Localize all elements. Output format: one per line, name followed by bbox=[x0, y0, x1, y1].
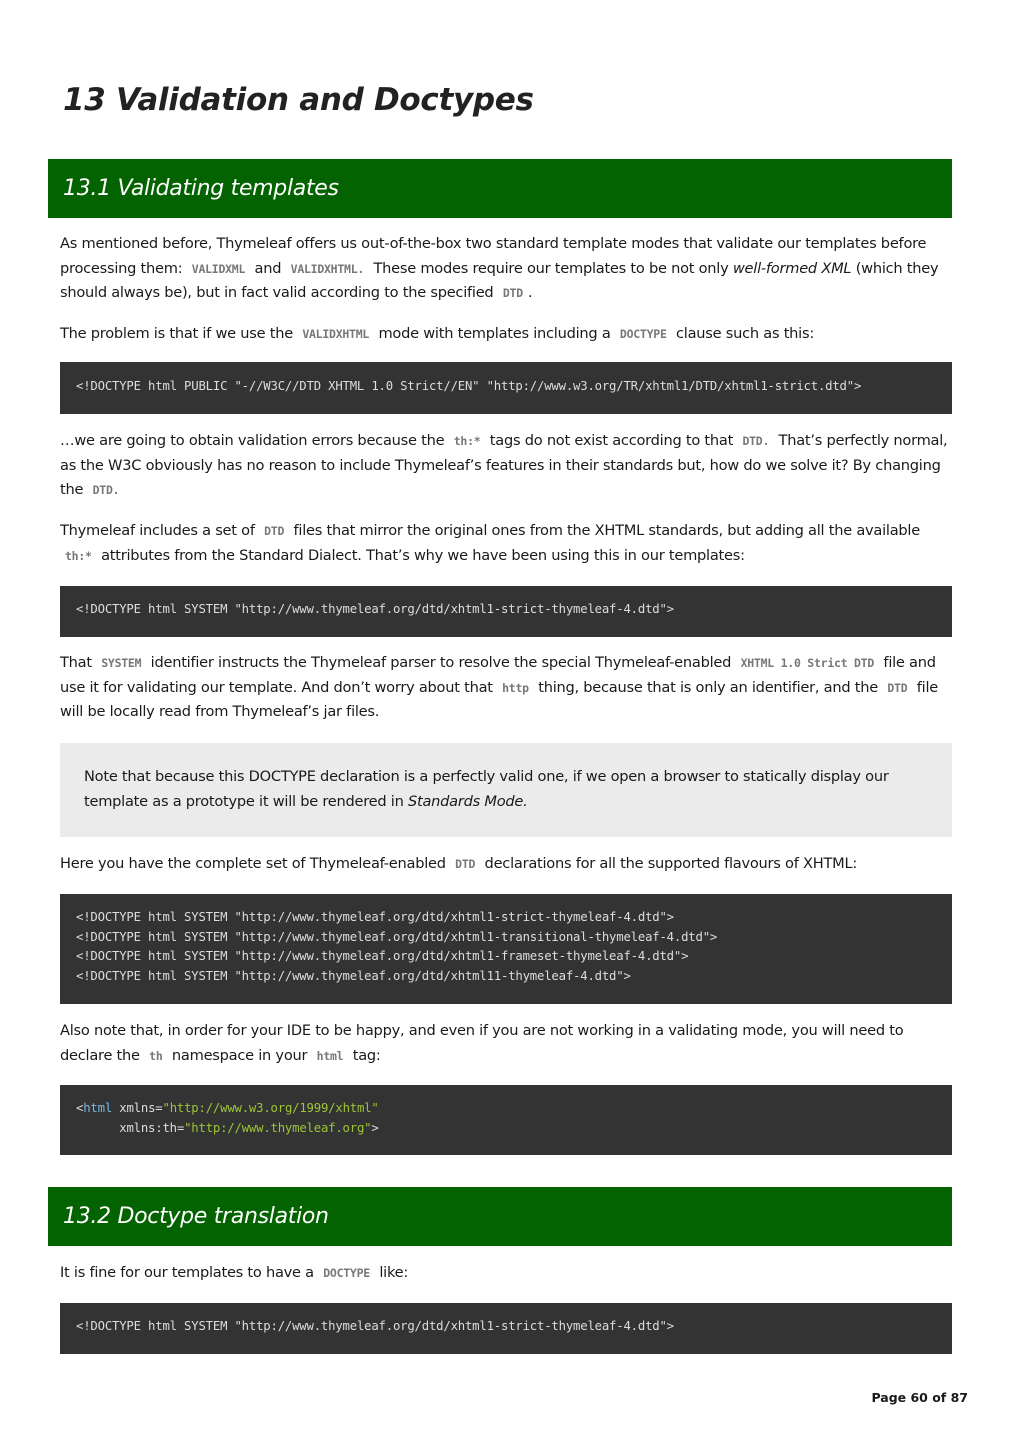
inline-code: DTD. bbox=[742, 434, 770, 448]
text-run: Note that because this DOCTYPE declaration is a perfectly valid one, if we open a browser to statically display our template as a prototype it will be rendered in bbox=[84, 768, 889, 810]
section-header bbox=[48, 1187, 952, 1246]
text-run: …we are going to obtain validation errors because the bbox=[60, 432, 449, 449]
page-number: Page 60 of 87 bbox=[871, 1390, 968, 1405]
paragraph bbox=[84, 765, 928, 814]
text-run: file will be locally read from Thymeleaf’s jar files. bbox=[60, 678, 938, 720]
text-run: Also note that, in order for your IDE to be happy, and even if you are not working in a validating mode, you will need to declare the bbox=[60, 1022, 904, 1064]
paragraph bbox=[60, 519, 952, 568]
code-line: <!DOCTYPE html SYSTEM "http://www.thymeleaf.org/dtd/xhtml1-strict-thymeleaf-4.dtd"> bbox=[76, 602, 674, 616]
paragraph bbox=[60, 232, 952, 306]
code-block bbox=[60, 894, 952, 1004]
code-line: <!DOCTYPE html PUBLIC "-//W3C//DTD XHTML 1.0 Strict//EN" "http://www.w3.org/TR/xhtml1/DTD/xhtml1-strict.dtd"> bbox=[76, 379, 862, 393]
inline-code: html bbox=[316, 1048, 344, 1063]
text-run: identifier instructs the Thymeleaf parser to resolve the special Thymeleaf-enabled bbox=[146, 654, 736, 671]
code-block bbox=[60, 1303, 952, 1354]
inline-code: DTD. bbox=[92, 483, 120, 497]
text-run: It is fine for our templates to have a bbox=[60, 1264, 319, 1281]
text-run: and bbox=[250, 259, 286, 277]
text-run: file and use it for validating our template. And don’t worry about that bbox=[60, 654, 936, 696]
text-run: Here you have the complete set of Thymeleaf-enabled bbox=[60, 855, 451, 872]
inline-code: DOCTYPE bbox=[619, 327, 667, 341]
inline-code: VALIDXHTML. bbox=[290, 261, 365, 276]
section-header bbox=[48, 159, 952, 218]
text-run: thing, because that is only an identifier, and the bbox=[533, 678, 883, 696]
paragraph bbox=[60, 651, 952, 725]
inline-code: th:* bbox=[453, 434, 481, 448]
text-run: Thymeleaf includes a set of bbox=[60, 522, 260, 539]
inline-code: DTD bbox=[264, 524, 285, 538]
inline-code: DOCTYPE bbox=[323, 1266, 370, 1280]
code-token bbox=[76, 1121, 119, 1135]
code-token: xmlns:th= bbox=[119, 1120, 185, 1135]
code-token: > bbox=[371, 1120, 379, 1135]
inline-code: th:* bbox=[65, 548, 92, 563]
text-run: like: bbox=[374, 1264, 409, 1281]
code-line: <!DOCTYPE html SYSTEM "http://www.thymeleaf.org/dtd/xhtml1-strict-thymeleaf-4.dtd"> bbox=[76, 910, 674, 924]
paragraph bbox=[60, 429, 952, 503]
code-block bbox=[60, 362, 952, 414]
text-run: The problem is that if we use the bbox=[60, 325, 298, 342]
inline-code: DTD bbox=[502, 286, 523, 300]
text-run: . bbox=[527, 284, 533, 301]
inline-code: th bbox=[149, 1048, 163, 1063]
text-run: attributes from the Standard Dialect. That’s why we have been using this in our templates: bbox=[96, 546, 745, 564]
inline-code: SYSTEM bbox=[101, 656, 142, 670]
text-run: declarations for all the supported flavours of XHTML: bbox=[480, 855, 858, 872]
inline-code: DTD bbox=[455, 857, 476, 871]
text-run: That’s perfectly normal, as the W3C obviously has no reason to include Thymeleaf’s features in their standards but, how do we solve it? By changing the bbox=[60, 432, 948, 498]
emphasis-text: Standards Mode. bbox=[407, 792, 528, 810]
inline-code: DTD bbox=[887, 680, 908, 695]
paragraph bbox=[60, 1261, 952, 1286]
text-run: tags do not exist according to that bbox=[485, 432, 738, 449]
inline-code: VALIDXHTML bbox=[302, 327, 370, 341]
code-token: "http://www.thymeleaf.org" bbox=[184, 1120, 372, 1135]
inline-code: http bbox=[502, 680, 529, 695]
inline-code: XHTML 1.0 Strict DTD bbox=[740, 656, 875, 670]
inline-code: VALIDXML bbox=[191, 261, 246, 276]
code-token: html bbox=[83, 1101, 113, 1115]
page-title: 13 Validation and Doctypes bbox=[63, 82, 534, 118]
section-title: 13.2 Doctype translation bbox=[63, 1204, 329, 1229]
code-token: xmlns= bbox=[112, 1101, 163, 1115]
code-block bbox=[60, 586, 952, 637]
paragraph bbox=[60, 1019, 952, 1068]
code-token: < bbox=[76, 1101, 84, 1115]
text-run: That bbox=[60, 654, 97, 671]
note-box bbox=[60, 743, 952, 837]
text-run: These modes require our templates to be not only bbox=[369, 259, 733, 277]
text-run: (which they should always be), but in fact valid according to the specified bbox=[60, 259, 939, 301]
paragraph bbox=[60, 852, 952, 877]
text-run: As mentioned before, Thymeleaf offers us out-of-the-box two standard template modes that validate our templates before processing them: bbox=[60, 235, 927, 277]
code-token: "http://www.w3.org/1999/xhtml" bbox=[162, 1101, 379, 1115]
section-title: 13.1 Validating templates bbox=[63, 176, 339, 201]
code-line: <!DOCTYPE html SYSTEM "http://www.thymeleaf.org/dtd/xhtml1-strict-thymeleaf-4.dtd"> bbox=[76, 1319, 674, 1333]
text-run: tag: bbox=[348, 1046, 381, 1064]
code-line: <!DOCTYPE html SYSTEM "http://www.thymeleaf.org/dtd/xhtml1-frameset-thymeleaf-4.dtd"> bbox=[76, 949, 689, 964]
paragraph bbox=[60, 322, 952, 347]
text-run: mode with templates including a bbox=[374, 325, 615, 342]
emphasis-text: well-formed XML bbox=[732, 259, 852, 277]
text-run: namespace in your bbox=[167, 1046, 312, 1064]
text-run: files that mirror the original ones from the XHTML standards, but adding all the available bbox=[289, 522, 920, 539]
code-line: <!DOCTYPE html SYSTEM "http://www.thymeleaf.org/dtd/xhtml1-transitional-thymeleaf-4.dtd"> bbox=[76, 929, 718, 944]
code-line: <!DOCTYPE html SYSTEM "http://www.thymeleaf.org/dtd/xhtml11-thymeleaf-4.dtd"> bbox=[76, 969, 631, 984]
code-block bbox=[60, 1085, 952, 1155]
text-run: clause such as this: bbox=[671, 325, 815, 342]
